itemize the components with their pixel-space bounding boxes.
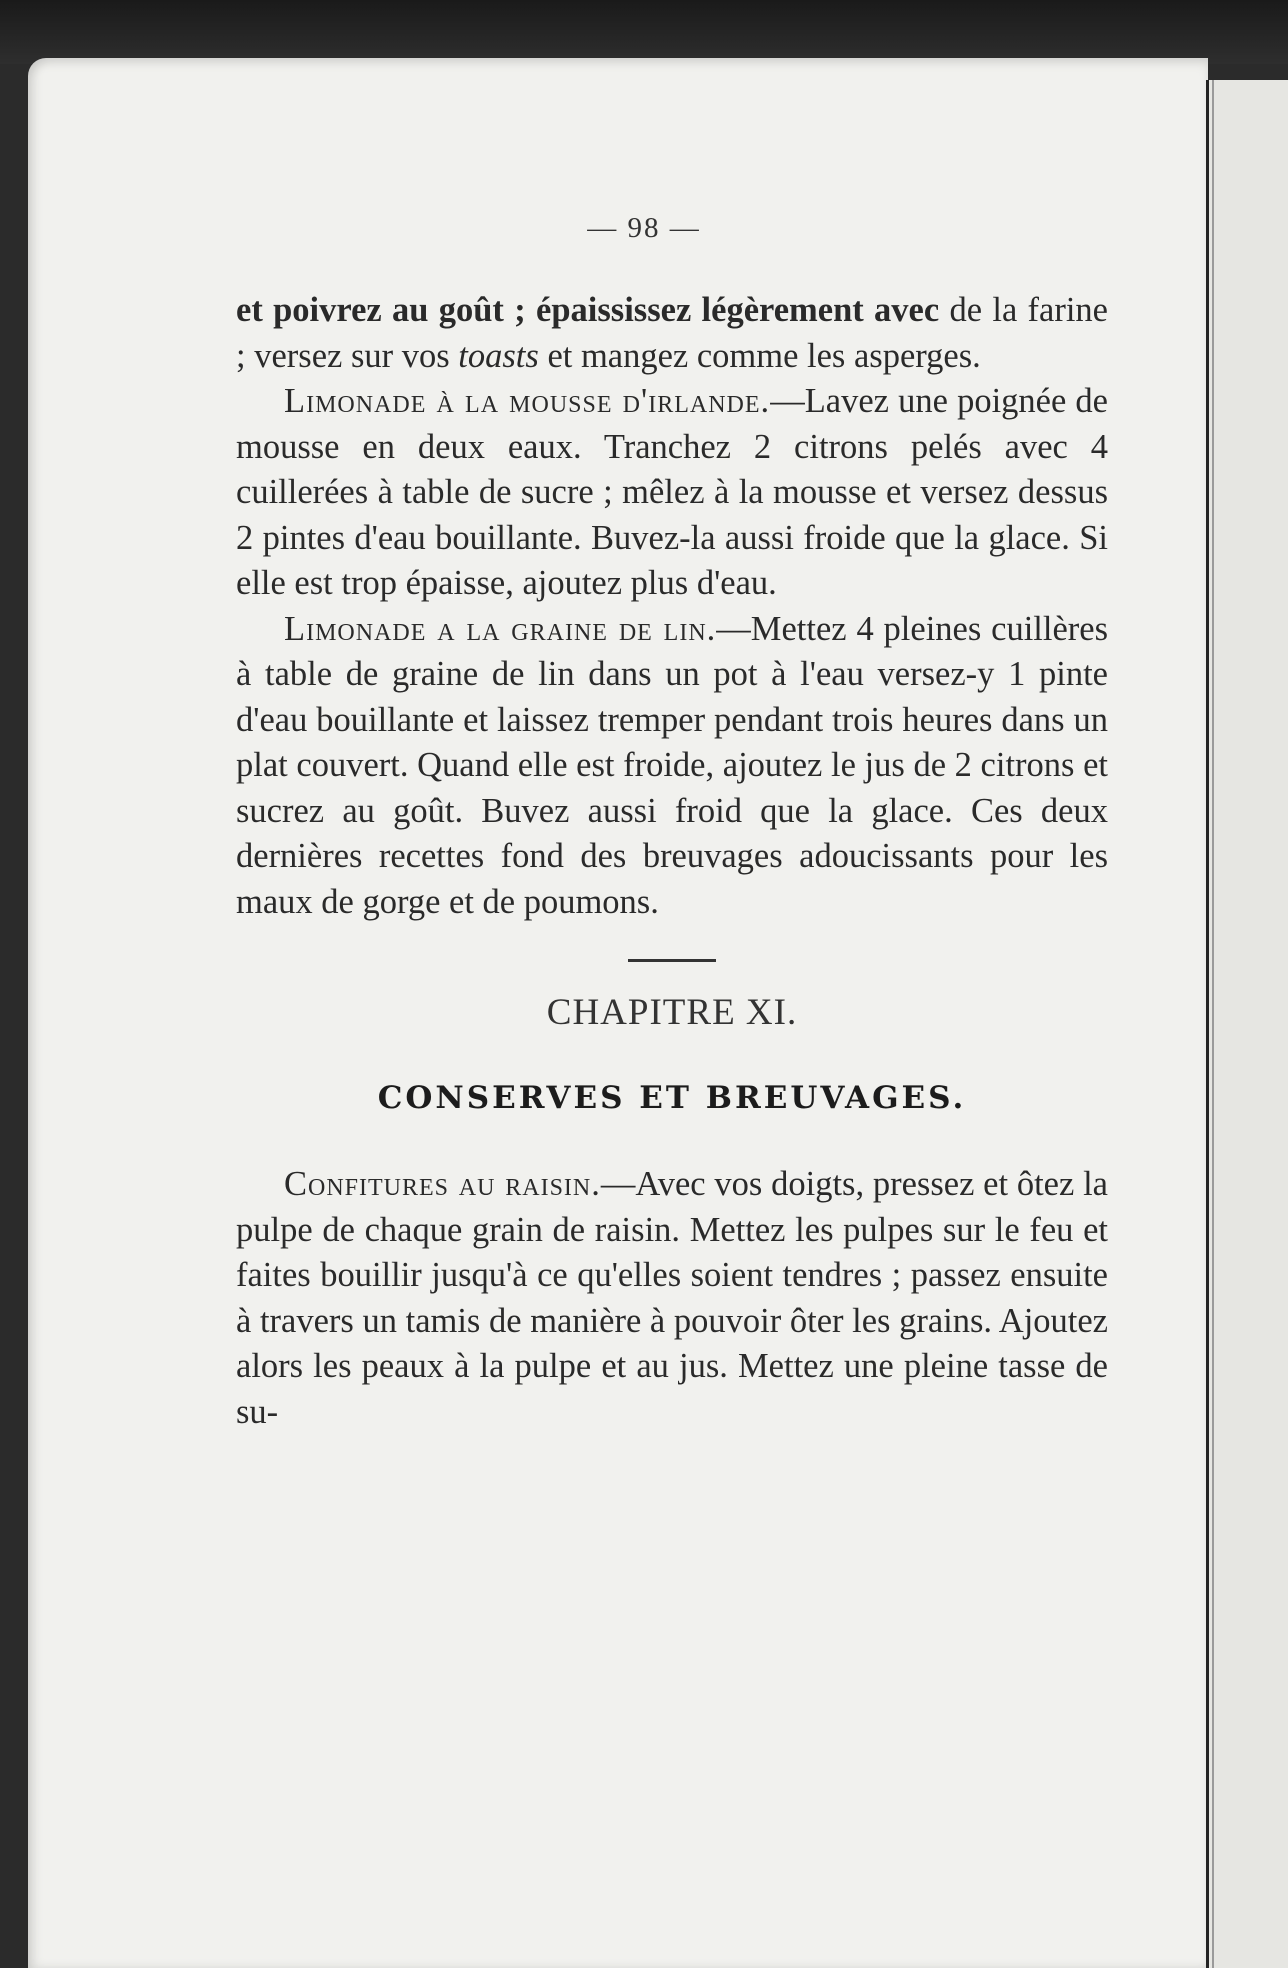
- bold-text: et poivrez au goût ; épaississez légèrement avec: [236, 291, 940, 329]
- recipe-body: —Mettez 4 pleines cuillères à table de graine de lin dans un pot à l'eau versez-y 1 pinte d'eau bouillante et laissez tremper pendant trois heures dans un plat couvert. Quand elle est froide, ajoutez le jus de 2 citrons et sucrez au goût. Buvez aussi froid que la glace. Ces deux dernières recettes fond des breuvages adoucissants pour les maux de gorge et de poumons.: [236, 609, 1108, 921]
- recipe-heading: Confitures au raisin.: [284, 1165, 601, 1203]
- recipe-irish-moss-lemonade: [236, 379, 1108, 607]
- chapter-title: CHAPITRE XI.: [546, 992, 798, 1033]
- page-edge-line: [1212, 80, 1214, 1968]
- paragraph-text: et mangez comme les asperges.: [538, 336, 981, 375]
- recipe-body: —Lavez une poignée de mousse en deux eaux. Tranchez 2 citrons pelés avec 4 cuillerées à table de sucre ; mêlez à la mousse et versez dessus 2 pintes d'eau bouillante. Buvez-la aussi froide que la glace. Si elle est trop épaisse, ajoutez plus d'eau.: [236, 382, 1108, 602]
- recipe-heading: Limonade à la mousse d'irlande.: [284, 382, 771, 420]
- section-title: CONSERVES ET BREUVAGES.: [377, 1080, 967, 1116]
- scan-background: [0, 0, 1288, 64]
- italic-text: toasts: [458, 336, 539, 375]
- page-text: [236, 288, 1108, 1435]
- next-page-edge: [1206, 80, 1288, 1968]
- recipe-flaxseed-lemonade: [236, 607, 1108, 926]
- paragraph-continued: [236, 288, 1108, 379]
- recipe-grape-jam: [236, 1162, 1108, 1435]
- recipe-body: —Avec vos doigts, pressez et ôtez la pulpe de chaque grain de raisin. Mettez les pulpes sur le feu et faites bouillir jusqu'à ce qu'elles soient tendres ; passez ensuite à travers un tamis de manière à pouvoir ôter les grains. Ajoutez alors les peaux à la pulpe et au jus. Mettez une pleine tasse de su-: [236, 1165, 1108, 1431]
- page-number: — 98 —: [587, 212, 701, 244]
- paragraph-text: de la farine ; versez sur vos: [236, 291, 1108, 375]
- recipe-heading: Limonade a la graine de lin.: [284, 609, 717, 648]
- section-divider: [628, 959, 716, 962]
